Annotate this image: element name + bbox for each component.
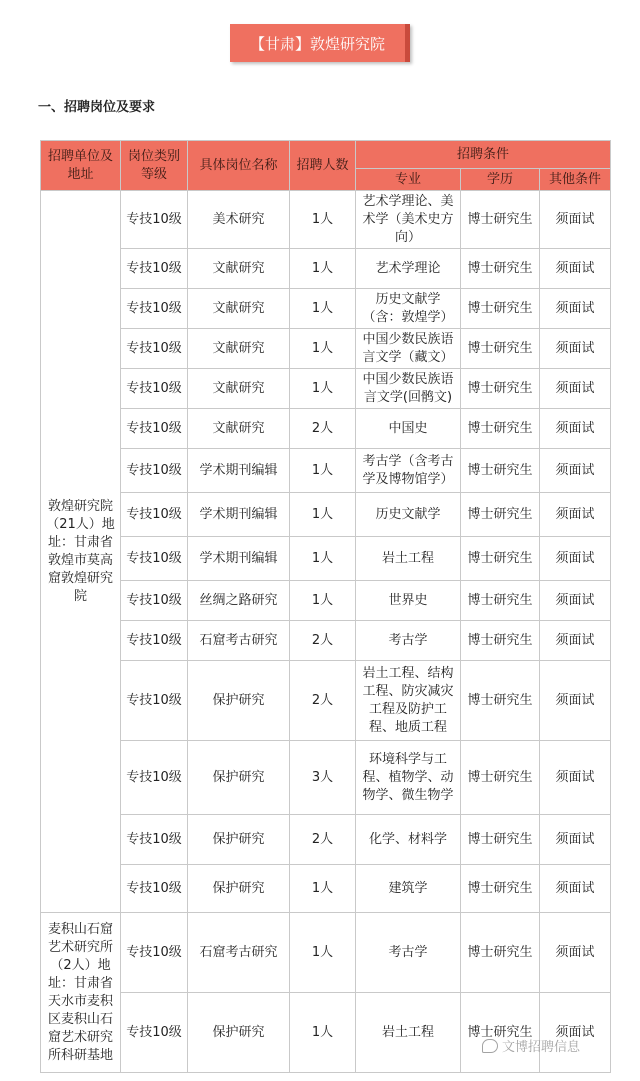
education-cell: 博士研究生 <box>461 537 540 581</box>
major-cell: 岩土工程、结构工程、防灾减灾工程及防护工程、地质工程 <box>356 661 461 741</box>
section-heading: 一、招聘岗位及要求 <box>38 100 156 115</box>
header-conditions: 招聘条件 <box>356 141 611 169</box>
table-row <box>41 449 611 493</box>
table-row <box>41 329 611 369</box>
other-cell: 须面试 <box>540 329 611 369</box>
position-cell: 学术期刊编辑 <box>188 493 290 537</box>
header-major: 专业 <box>356 169 461 191</box>
table-row <box>41 865 611 913</box>
watermark-text: 文博招聘信息 <box>502 1040 581 1055</box>
table-body <box>41 191 611 1073</box>
education-cell: 博士研究生 <box>461 621 540 661</box>
count-cell: 1人 <box>290 449 356 493</box>
page-title: 【甘肃】敦煌研究院 <box>249 34 385 53</box>
major-cell: 历史文献学（含：敦煌学） <box>356 289 461 329</box>
category-cell: 专技10级 <box>121 191 188 249</box>
count-cell: 2人 <box>290 661 356 741</box>
category-cell: 专技10级 <box>121 493 188 537</box>
other-cell: 须面试 <box>540 369 611 409</box>
category-cell: 专技10级 <box>121 865 188 913</box>
education-cell: 博士研究生 <box>461 493 540 537</box>
position-cell: 保护研究 <box>188 993 290 1073</box>
category-cell: 专技10级 <box>121 449 188 493</box>
other-cell: 须面试 <box>540 191 611 249</box>
education-cell: 博士研究生 <box>461 289 540 329</box>
major-cell: 中国史 <box>356 409 461 449</box>
other-cell: 须面试 <box>540 581 611 621</box>
category-cell: 专技10级 <box>121 581 188 621</box>
category-cell: 专技10级 <box>121 661 188 741</box>
header-position: 具体岗位名称 <box>188 141 290 191</box>
category-cell: 专技10级 <box>121 815 188 865</box>
table-row <box>41 661 611 741</box>
other-cell: 须面试 <box>540 661 611 741</box>
category-cell: 专技10级 <box>121 289 188 329</box>
table-row <box>41 741 611 815</box>
education-cell: 博士研究生 <box>461 249 540 289</box>
education-cell: 博士研究生 <box>461 993 540 1073</box>
other-cell: 须面试 <box>540 537 611 581</box>
education-cell: 博士研究生 <box>461 815 540 865</box>
position-cell: 文献研究 <box>188 249 290 289</box>
position-cell: 学术期刊编辑 <box>188 449 290 493</box>
table-row <box>41 249 611 289</box>
education-cell: 博士研究生 <box>461 741 540 815</box>
category-cell: 专技10级 <box>121 249 188 289</box>
count-cell: 1人 <box>290 993 356 1073</box>
major-cell: 岩土工程 <box>356 537 461 581</box>
position-cell: 保护研究 <box>188 741 290 815</box>
position-cell: 文献研究 <box>188 329 290 369</box>
count-cell: 1人 <box>290 581 356 621</box>
category-cell: 专技10级 <box>121 741 188 815</box>
count-cell: 1人 <box>290 289 356 329</box>
table-row <box>41 409 611 449</box>
count-cell: 1人 <box>290 493 356 537</box>
other-cell: 须面试 <box>540 621 611 661</box>
major-cell: 世界史 <box>356 581 461 621</box>
other-cell: 须面试 <box>540 409 611 449</box>
watermark <box>482 1036 580 1055</box>
header-other: 其他条件 <box>540 169 611 191</box>
other-cell: 须面试 <box>540 865 611 913</box>
category-cell: 专技10级 <box>121 993 188 1073</box>
count-cell: 1人 <box>290 369 356 409</box>
count-cell: 2人 <box>290 621 356 661</box>
major-cell: 中国少数民族语言文学(回鹘文) <box>356 369 461 409</box>
table-row <box>41 993 611 1073</box>
education-cell: 博士研究生 <box>461 865 540 913</box>
other-cell: 须面试 <box>540 249 611 289</box>
category-cell: 专技10级 <box>121 409 188 449</box>
count-cell: 1人 <box>290 537 356 581</box>
major-cell: 建筑学 <box>356 865 461 913</box>
education-cell: 博士研究生 <box>461 449 540 493</box>
unit-cell: 麦积山石窟艺术研究所（2人）地址：甘肃省天水市麦积区麦积山石窟艺术研究所科研基地 <box>41 913 121 1073</box>
table-row <box>41 913 611 993</box>
category-cell: 专技10级 <box>121 913 188 993</box>
category-cell: 专技10级 <box>121 537 188 581</box>
education-cell: 博士研究生 <box>461 191 540 249</box>
count-cell: 1人 <box>290 191 356 249</box>
table-row <box>41 289 611 329</box>
other-cell: 须面试 <box>540 993 611 1073</box>
major-cell: 环境科学与工程、植物学、动物学、微生物学 <box>356 741 461 815</box>
position-cell: 文献研究 <box>188 369 290 409</box>
other-cell: 须面试 <box>540 815 611 865</box>
education-cell: 博士研究生 <box>461 409 540 449</box>
education-cell: 博士研究生 <box>461 913 540 993</box>
major-cell: 化学、材料学 <box>356 815 461 865</box>
header-category: 岗位类别等级 <box>121 141 188 191</box>
education-cell: 博士研究生 <box>461 581 540 621</box>
position-cell: 保护研究 <box>188 815 290 865</box>
count-cell: 1人 <box>290 329 356 369</box>
category-cell: 专技10级 <box>121 329 188 369</box>
recruitment-table <box>40 140 611 1073</box>
education-cell: 博士研究生 <box>461 329 540 369</box>
table-row <box>41 537 611 581</box>
header-unit: 招聘单位及地址 <box>41 141 121 191</box>
table-row <box>41 581 611 621</box>
count-cell: 1人 <box>290 249 356 289</box>
count-cell: 1人 <box>290 865 356 913</box>
page-title-banner <box>230 24 410 62</box>
position-cell: 美术研究 <box>188 191 290 249</box>
position-cell: 学术期刊编辑 <box>188 537 290 581</box>
position-cell: 石窟考古研究 <box>188 913 290 993</box>
major-cell: 考古学 <box>356 621 461 661</box>
major-cell: 历史文献学 <box>356 493 461 537</box>
category-cell: 专技10级 <box>121 369 188 409</box>
major-cell: 中国少数民族语言文学（藏文） <box>356 329 461 369</box>
education-cell: 博士研究生 <box>461 369 540 409</box>
table-row <box>41 369 611 409</box>
table-row <box>41 621 611 661</box>
position-cell: 文献研究 <box>188 289 290 329</box>
other-cell: 须面试 <box>540 913 611 993</box>
header-education: 学历 <box>461 169 540 191</box>
count-cell: 1人 <box>290 913 356 993</box>
position-cell: 文献研究 <box>188 409 290 449</box>
education-cell: 博士研究生 <box>461 661 540 741</box>
major-cell: 岩土工程 <box>356 993 461 1073</box>
unit-cell: 敦煌研究院（21人）地址：甘肃省敦煌市莫高窟敦煌研究院 <box>41 191 121 913</box>
position-cell: 保护研究 <box>188 865 290 913</box>
position-cell: 丝绸之路研究 <box>188 581 290 621</box>
major-cell: 艺术学理论、美术学（美术史方向） <box>356 191 461 249</box>
count-cell: 3人 <box>290 741 356 815</box>
count-cell: 2人 <box>290 815 356 865</box>
other-cell: 须面试 <box>540 449 611 493</box>
other-cell: 须面试 <box>540 741 611 815</box>
table-row <box>41 191 611 249</box>
category-cell: 专技10级 <box>121 621 188 661</box>
count-cell: 2人 <box>290 409 356 449</box>
table-row <box>41 815 611 865</box>
major-cell: 考古学 <box>356 913 461 993</box>
header-count: 招聘人数 <box>290 141 356 191</box>
other-cell: 须面试 <box>540 289 611 329</box>
table-row <box>41 493 611 537</box>
position-cell: 保护研究 <box>188 661 290 741</box>
major-cell: 艺术学理论 <box>356 249 461 289</box>
major-cell: 考古学（含考古学及博物馆学） <box>356 449 461 493</box>
chat-bubble-icon <box>482 1039 498 1053</box>
other-cell: 须面试 <box>540 493 611 537</box>
position-cell: 石窟考古研究 <box>188 621 290 661</box>
